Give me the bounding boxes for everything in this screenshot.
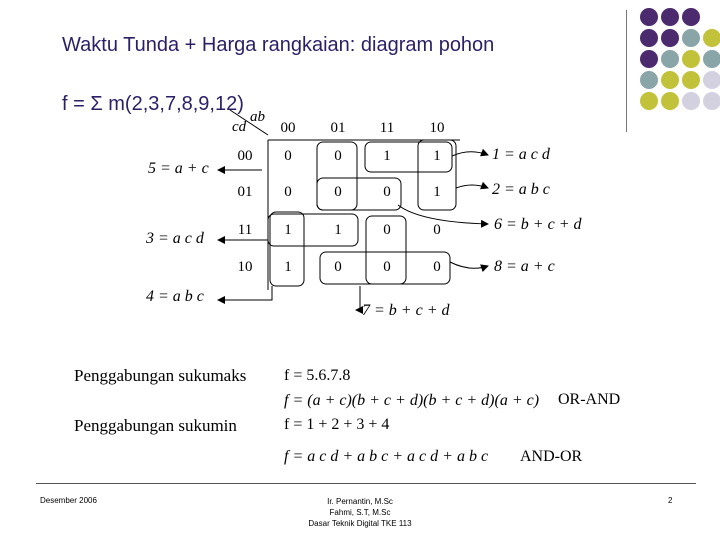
kmap-col-header: 10 bbox=[429, 120, 445, 136]
function-expression: f = Σ m(2,3,7,8,9,12) bbox=[62, 93, 244, 115]
term-2: 2 = a b c bbox=[492, 181, 550, 198]
kmap-cell: 0 bbox=[383, 222, 391, 238]
label-maxterm-merge: Penggabungan sukumaks bbox=[74, 366, 247, 385]
kmap-label-ab: ab bbox=[250, 109, 265, 125]
kmap-row-header: 00 bbox=[237, 148, 253, 164]
kmap-col-header: 01 bbox=[330, 120, 346, 136]
kmap-row-header: 01 bbox=[237, 184, 253, 200]
kmap-cell: 0 bbox=[284, 148, 292, 164]
kmap-cell: 0 bbox=[433, 259, 441, 275]
term-6: 6 = b + c + d bbox=[494, 216, 582, 233]
term-5: 5 = a + c bbox=[148, 160, 209, 177]
kmap-cell: 1 bbox=[383, 148, 391, 164]
maxterm-terms: f = 5.6.7.8 bbox=[284, 367, 351, 384]
minterm-type: AND-OR bbox=[520, 448, 583, 465]
kmap-cell: 1 bbox=[284, 259, 292, 275]
kmap-col-header: 11 bbox=[379, 120, 395, 136]
kmap-cell: 0 bbox=[284, 184, 292, 200]
kmap-cell: 0 bbox=[334, 184, 342, 200]
maxterm-expression: f = (a + c)(b + c + d)(b + c + d)(a + c) bbox=[284, 392, 540, 409]
kmap-cell: 0 bbox=[334, 259, 342, 275]
minterm-expression: f = a c d + a b c + a c d + a b c bbox=[284, 448, 489, 465]
footer-date: Desember 2006 bbox=[40, 496, 97, 505]
kmap-col-header: 00 bbox=[280, 120, 296, 136]
kmap-cell: 1 bbox=[433, 148, 441, 164]
footer-page-number: 2 bbox=[668, 496, 673, 505]
kmap-cell: 1 bbox=[334, 222, 342, 238]
footer-author-1: Ir. Pernantin, M.Sc bbox=[327, 497, 393, 506]
footer-divider bbox=[36, 483, 696, 484]
label-minterm-merge: Penggabungan sukumin bbox=[74, 416, 237, 435]
term-4: 4 = a b c bbox=[146, 288, 204, 305]
kmap-cell: 0 bbox=[383, 184, 391, 200]
kmap-cell: 1 bbox=[433, 184, 441, 200]
kmap-row-header: 10 bbox=[237, 259, 253, 275]
kmap-label-cd: cd bbox=[232, 119, 247, 135]
footer-authors bbox=[280, 496, 440, 529]
kmap-cell: 0 bbox=[383, 259, 391, 275]
term-3: 3 = a c d bbox=[146, 230, 204, 247]
term-8: 8 = a + c bbox=[494, 258, 555, 275]
minterm-terms: f = 1 + 2 + 3 + 4 bbox=[284, 416, 390, 433]
kmap-row-header: 11 bbox=[237, 222, 253, 238]
slide-title: Waktu Tunda + Harga rangkaian: diagram pohon bbox=[62, 34, 495, 56]
kmap-cell: 0 bbox=[334, 148, 342, 164]
term-1: 1 = a c d bbox=[492, 146, 550, 163]
term-7: 7 = b + c + d bbox=[362, 302, 450, 319]
footer-course: Dasar Teknik Digital TKE 113 bbox=[308, 519, 412, 528]
kmap-cell: 0 bbox=[433, 222, 441, 238]
maxterm-type: OR-AND bbox=[558, 391, 621, 408]
kmap-cell: 1 bbox=[284, 222, 292, 238]
footer-author-2: Fahmi, S.T, M.Sc bbox=[329, 508, 391, 517]
